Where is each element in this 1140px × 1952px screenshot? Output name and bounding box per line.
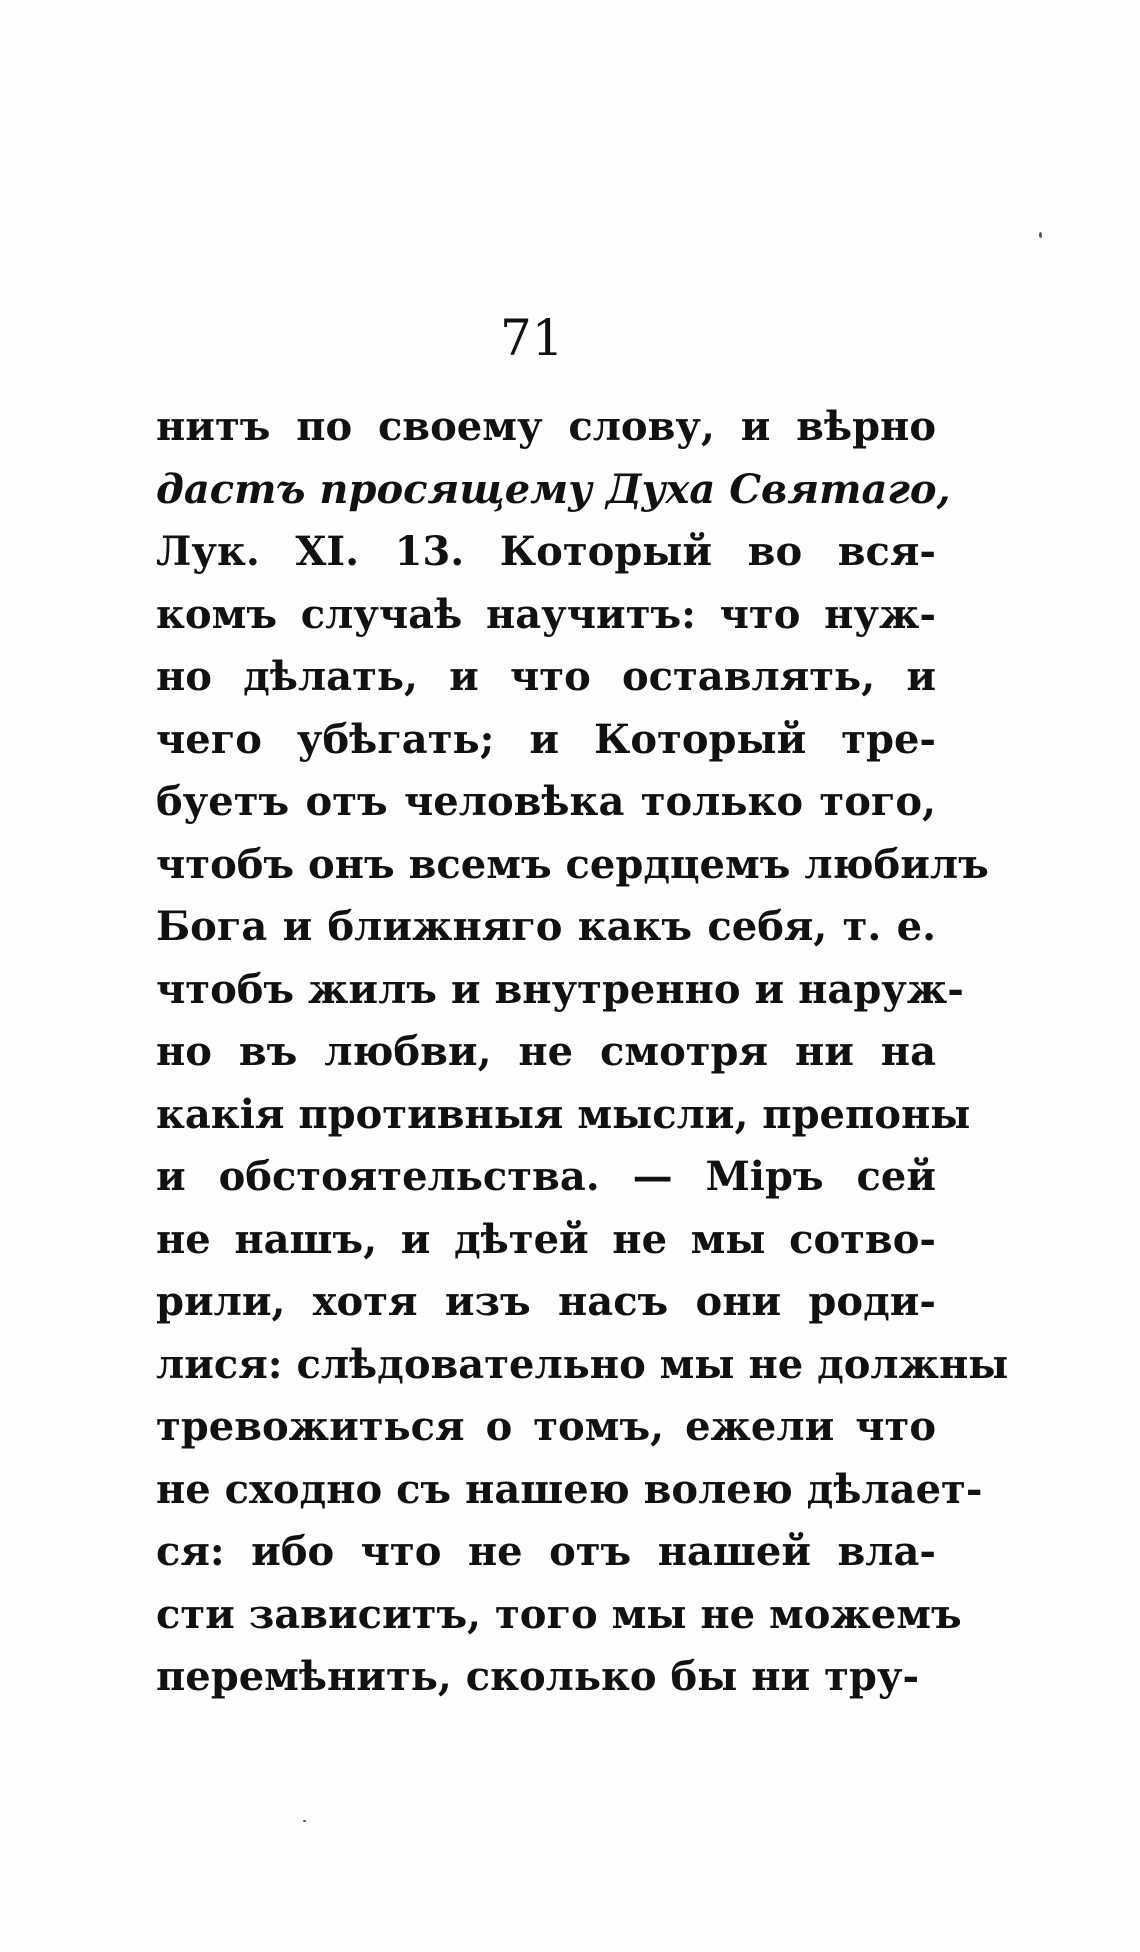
ink-speck — [303, 1820, 306, 1822]
text-line: комъ случаѣ научитъ: что нуж- — [156, 590, 936, 638]
text-line: но въ любви, не смотря ни на — [156, 1028, 936, 1075]
text-line: нитъ по своему слову, и вѣрно — [156, 403, 936, 450]
text-line: не сходно съ нашею волею дѣлает- — [156, 1465, 983, 1513]
text-line: какія противныя мысли, препоны — [156, 1090, 971, 1138]
text-line: перемѣнить, сколько бы ни тру- — [156, 1653, 920, 1700]
text-line: чтобъ жилъ и внутренно и наруж- — [156, 965, 964, 1013]
text-line: ся: ибо что не отъ нашей вла- — [156, 1528, 936, 1575]
page-number: 71 — [500, 309, 564, 367]
text-line: дастъ просящему Духа Святаго, — [156, 465, 951, 513]
body-text — [156, 396, 1009, 1709]
text-line: чего убѣгать; и Который тре- — [156, 715, 936, 763]
text-line: и обстоятельства. — Міръ сей — [156, 1153, 936, 1200]
text-line: лися: слѣдовательно мы не должны — [156, 1340, 1009, 1388]
text-line: Бога и ближняго какъ себя, т. е. — [156, 903, 936, 950]
ink-speck — [1039, 232, 1042, 238]
text-line: сти зависитъ, того мы не можемъ — [156, 1590, 962, 1638]
text-line: но дѣлать, и что оставлять, и — [156, 653, 936, 700]
text-line: не нашъ, и дѣтей не мы сотво- — [156, 1215, 936, 1263]
text-line: тревожиться о томъ, ежели что — [156, 1403, 936, 1450]
text-line: рили, хотя изъ насъ они роди- — [156, 1278, 936, 1325]
text-line: чтобъ онъ всемъ сердцемъ любилъ — [156, 840, 989, 888]
text-line: Лук. XI. 13. Который во вся- — [156, 528, 936, 575]
text-line: буетъ отъ человѣка только того, — [156, 778, 936, 825]
